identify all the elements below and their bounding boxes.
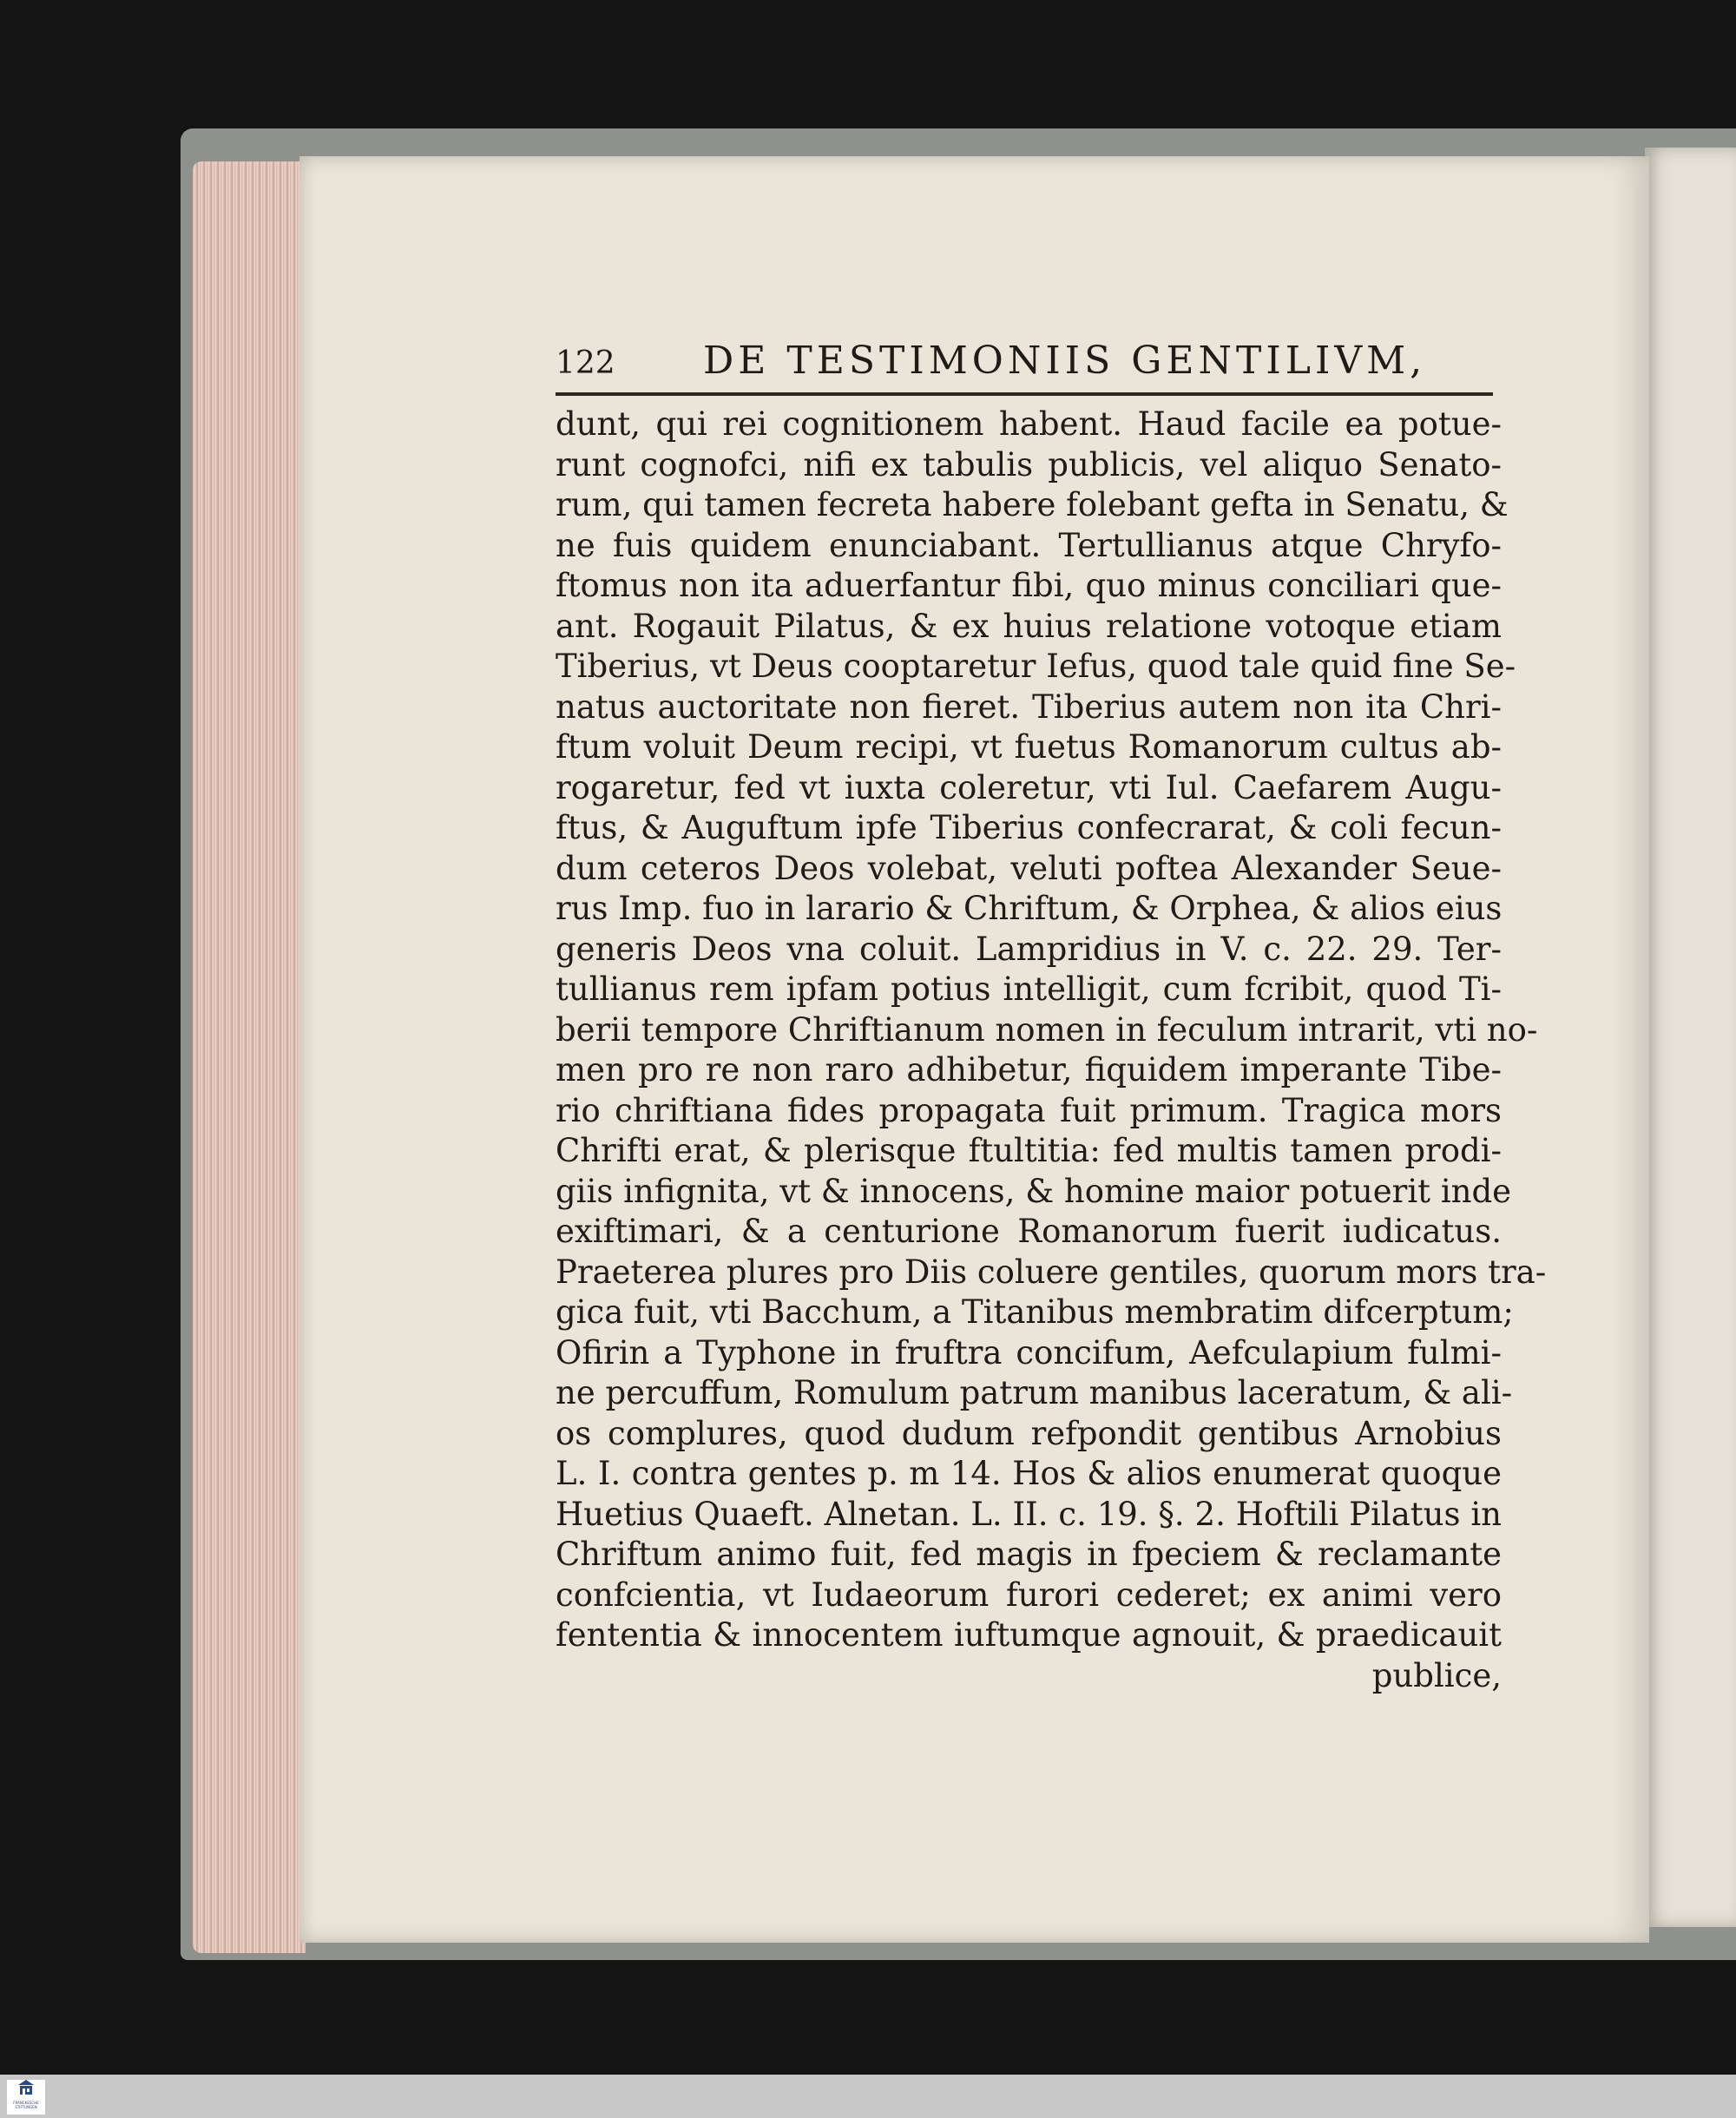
building-icon: [17, 2080, 35, 2095]
institution-logo[interactable]: [7, 2080, 45, 2115]
text-line: Ofirin a Typhone in fruftra concifum, Aefculapium fulmi-: [556, 1333, 1502, 1371]
text-line: giis infignita, vt & innocens, & homine maior potuerit inde: [556, 1172, 1512, 1210]
text-line: ant. Rogauit Pilatus, & ex huius relatione votoque etiam: [556, 607, 1502, 645]
logo-text: FRANCKESCHE STIFTUNGEN: [13, 2101, 39, 2109]
text-line: Chriftum animo fuit, fed magis in fpeciem & reclamante: [556, 1536, 1502, 1573]
text-line: exiftimari, & a centurione Romanorum fuerit iudicatus.: [556, 1213, 1502, 1250]
text-line: dum ceteros Deos volebat, veluti poftea Alexander Seue-: [556, 849, 1502, 887]
text-line: os complures, quod dudum refpondit gentibus Arnobius: [556, 1414, 1502, 1452]
text-line: dunt, qui rei cognitionem habent. Haud facile ea potue-: [556, 405, 1502, 443]
text-line: men pro re non raro adhibetur, fiquidem imperante Tibe-: [556, 1051, 1502, 1089]
text-line: berii tempore Chriftianum nomen in feculum intrarit, vti no-: [556, 1010, 1538, 1049]
text-line: confcientia, vt Iudaeorum furori cederet; ex animi vero: [556, 1575, 1502, 1614]
text-line: rio chriftiana fides propagata fuit primum. Tragica mors: [556, 1091, 1502, 1129]
text-line: Praeterea plures pro Diis coluere gentiles, quorum mors tra-: [556, 1253, 1547, 1291]
text-line: ftomus non ita aduerfantur fibi, quo minus conciliari que-: [556, 567, 1502, 604]
text-line: L. I. contra gentes p. m 14. Hos & alios enumerat quoque: [556, 1455, 1502, 1492]
facing-page-edge: [1645, 148, 1736, 1927]
page-number: 122: [556, 345, 615, 381]
text-line: runt cognofci, nifi ex tabulis publicis, vel aliquo Senato-: [556, 445, 1502, 483]
text-line: rogaretur, fed vt iuxta coleretur, vti Iul. Caefarem Augu-: [556, 768, 1502, 806]
text-line: gica fuit, vti Bacchum, a Titanibus membratim difcerptum;: [556, 1293, 1514, 1331]
text-line: Huetius Quaeft. Alnetan. L. II. c. 19. §. 2. Hoftili Pilatus in: [556, 1495, 1502, 1533]
header-rule: [556, 392, 1493, 396]
text-line: ne fuis quidem enunciabant. Tertullianus atque Chryfo-: [556, 526, 1502, 564]
text-line: rus Imp. fuo in larario & Chriftum, & Orphea, & alios eius: [556, 890, 1503, 927]
body-text: [556, 405, 1547, 1696]
viewer-footer-bar: [0, 2075, 1736, 2118]
page-header: [556, 339, 1493, 399]
text-line: ftus, & Auguftum ipfe Tiberius confecrarat, & coli fecun-: [556, 809, 1502, 846]
text-line: ne percuffum, Romulum patrum manibus laceratum, & ali-: [556, 1374, 1513, 1411]
text-line: fententia & innocentem iuftumque agnouit, & praedicauit: [556, 1616, 1502, 1654]
catchword: publice,: [1371, 1656, 1502, 1694]
page-edges: [193, 161, 306, 1953]
text-line: ftum voluit Deum recipi, vt fuetus Romanorum cultus ab-: [556, 728, 1502, 766]
running-head: DE TESTIMONIIS GENTILIVM,: [703, 339, 1427, 383]
text-line: Chrifti erat, & plerisque ftultitia: fed multis tamen prodi-: [556, 1132, 1502, 1169]
text-line: generis Deos vna coluit. Lampridius in V. c. 22. 29. Ter-: [556, 930, 1502, 968]
text-line: Tiberius, vt Deus cooptaretur Iefus, quod tale quid fine Se-: [556, 648, 1516, 685]
text-line: rum, qui tamen fecreta habere folebant gefta in Senatu, &: [556, 486, 1509, 523]
text-line: tullianus rem ipfam potius intelligit, cum fcribit, quod Ti-: [556, 970, 1502, 1008]
text-line: natus auctoritate non fieret. Tiberius autem non ita Chri-: [556, 687, 1502, 726]
